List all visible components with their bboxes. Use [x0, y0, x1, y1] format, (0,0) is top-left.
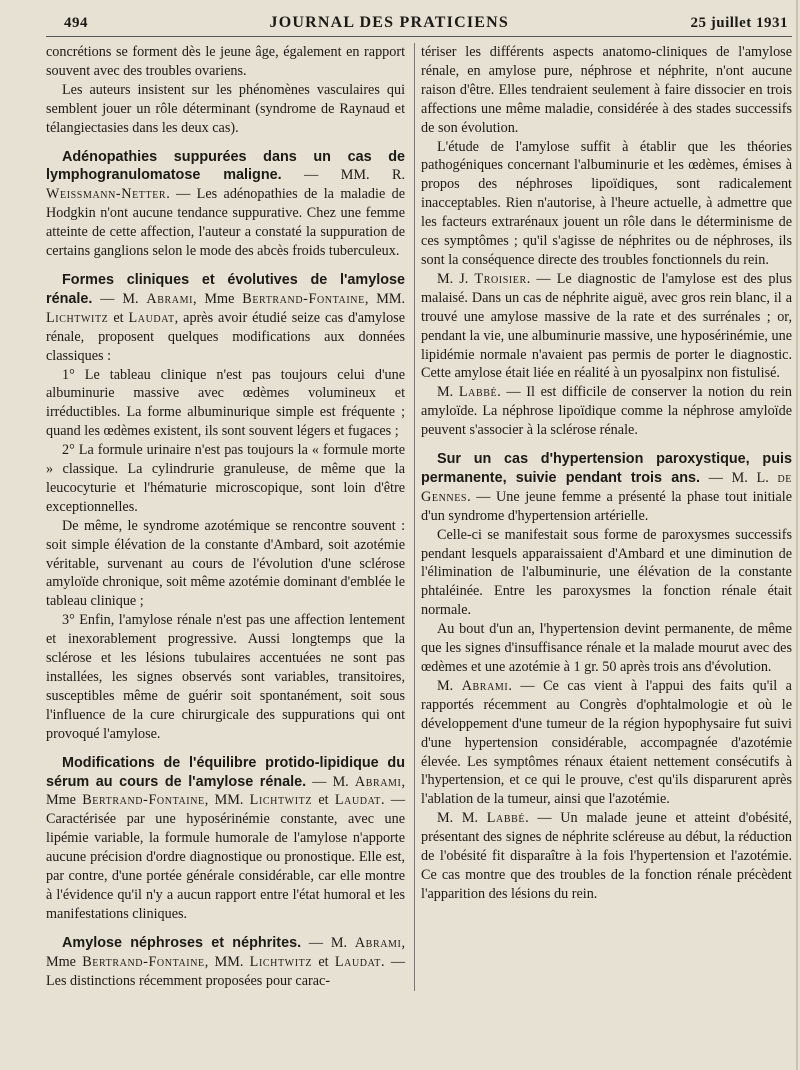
paragraph: Au bout d'un an, l'hypertension devint permanente, de même que les signes d'insuffisance rénale et la malade mourut avec des œdèmes et une azotémie à 1 gr. 50 après trois ans d'évolution. [421, 621, 792, 675]
author-name: Abrami [146, 290, 194, 307]
section-text: , après avoir étudié seize cas d'amylose rénale, proposent quelques modifications aux données classiques : [46, 309, 406, 364]
section-title: Sur un cas d'hypertension paroxystique, puis permanente, suivie pendant trois ans. [421, 451, 792, 486]
section-adenopathies [46, 148, 405, 261]
author-text: et [108, 309, 129, 326]
paragraph: Les auteurs insistent sur les phénomènes vasculaires qui semblent jouer un rôle déterminant (syndrome de Raynaud et télangiectasies dans les deux cas). [46, 81, 406, 136]
page-edge-shadow [796, 0, 798, 1070]
author-text: , Mme [46, 934, 406, 970]
author-name: Laudat [128, 309, 175, 326]
article-columns [46, 43, 792, 991]
author-name: Weissmann-Netter [46, 186, 167, 203]
author-text: — M. [301, 934, 355, 951]
paragraph: 3° Enfin, l'amylose rénale n'est pas une affection lentement et inexorablement progressive. Aussi longtemps que la sclérose et les lésions tubulaires accentuées ne sont pas installées, les signes observés sont variables, transitoires, susceptibles même de guérir soit spontanément, soit sous l'influence de la cure chirurgicale des suppurations qui ont provoqué l'amylose. [46, 612, 406, 742]
author-text: , Mme [46, 773, 406, 809]
column-rule [414, 43, 415, 991]
author-text: , Mme [193, 290, 243, 307]
author-text: M. J. [437, 270, 475, 287]
author-name: Labbé [486, 810, 526, 827]
paragraph: tériser les différents aspects anatomo-cliniques de l'amylose rénale, en amylose pure, néphrose et néphrite, n'ont aucune raison d'être. Elles tendraient seulement à faire dissocier en trois affections une même maladie, considérée à des stades successifs de son évolution. [421, 44, 792, 136]
paragraph-text: . — Il est difficile de conserver la notion du rein amyloïde. La néphrose lipoïdique comme la néphrose amyloïde peuvent s'associer à la sclérose rénale. [421, 384, 792, 439]
right-column [421, 43, 792, 991]
author-name: Abrami [461, 677, 509, 694]
section-text: . — Une jeune femme a présenté la phase tout initiale d'un syndrome d'hypertension artérielle. [421, 488, 792, 524]
author-name: Abrami [354, 934, 402, 951]
paragraph-text: . — Le diagnostic de l'amylose est des plus malaisé. Dans un cas de néphrite aiguë, avec gros rein blanc, il a trouvé une amylose massive de la rate et des surrénales ; or, pendant la vie, une albuminurie massive, une hyposérinémie, une lipidémie normale n'avaient pas permis de porter le diagnostic. Cette amylose était liée en réalité à un pyosalpinx non fistulisé. [421, 270, 792, 382]
section-text: . — Les adénopathies de la maladie de Hodgkin n'ont aucune tendance suppurative. Chez une femme atteinte de cette affection, l'auteur a constaté la suppuration de certains ganglions selon le mode des abcès froids tuberculeux. [46, 186, 406, 260]
paragraph: 2° La formule urinaire n'est pas toujours la « formule morte » classique. La cylindrurie granuleuse, de même que la leucocyturie et l'hématurie microscopique, sont loin d'être exceptionnelles. [46, 442, 406, 515]
author-text: — M. [306, 773, 355, 790]
author-text: M. [437, 384, 459, 401]
author-name: Labbé [458, 384, 498, 401]
journal-title: JOURNAL DES PRATICIENS [269, 14, 509, 31]
page-number: 494 [64, 15, 88, 31]
paragraph-labbe-2 [421, 809, 792, 904]
paragraph-text: . — Ce cas vient à l'appui des faits qu'il a rapportés récemment au Congrès d'ophtalmologie et où le développement d'une tumeur de la région hypophysaire fut suivi d'une hypertension considérable, accompagnée d'azotémie élevée. Les symptômes rénaux étaient nettement consécutifs à l'hypertension, et ce qui le prouve, c'est qu'ils disparurent après l'ablation de la tumeur, ainsi que l'azotémie. [421, 677, 792, 808]
author-text: , MM. [204, 953, 250, 970]
section-hypertension [421, 450, 792, 526]
author-text: , MM. [204, 792, 250, 809]
section-title: Modifications de l'équilibre protido-lipidique du sérum au cours de l'amylose rénale. [46, 754, 406, 790]
paragraph-abrami [421, 677, 792, 809]
section-amylose-formes [46, 271, 405, 366]
author-name: Abrami [354, 773, 402, 790]
paragraph: De même, le syndrome azotémique se rencontre souvent : soit simple élévation de la constante d'Ambard, soit azotémie véritable, survenant au cours de l'évolution d'une sclérose amyloïde chronique, soit même azotémie dominant d'emblée le tableau clinique ; [46, 517, 406, 610]
section-text: . — Caractérisée par une hyposérinémie constante, avec une lipémie variable, la formule humorale de l'amylose n'apporte aucune précision d'ordre diagnostique ou pronostique. Elle est, par contre, d'une portée générale considérable, car elle montre à l'évidence qu'il n'y a aucun rapport entre l'état humoral et les manifestations cliniques. [46, 792, 406, 922]
author-name: Laudat [334, 953, 382, 970]
author-name: Lichtwitz [46, 309, 109, 326]
author-name: Bertrand-Fontaine [82, 953, 205, 970]
author-text: et [312, 792, 335, 809]
author-text: — MM. R. [281, 167, 406, 184]
section-title: Amylose néphroses et néphrites. [62, 934, 302, 951]
issue-date: 25 juillet 1931 [690, 15, 788, 31]
author-name: Lichtwitz [249, 953, 313, 970]
author-name: Bertrand-Fontaine [242, 290, 365, 307]
section-text: . — Les distinctions récemment proposées pour carac- [46, 953, 406, 989]
paragraph-labbe [421, 383, 792, 440]
author-text: et [312, 953, 335, 970]
page-header [46, 14, 792, 37]
paragraph: L'étude de l'amylose suffit à établir que les théories pathogéniques concernant l'albuminurie et les œdèmes, émises à propos des néphroses lipoïdiques, sont radicalement inacceptables. Rien n'autorise, à l'heure actuelle, à admettre que les facteurs extrarénaux jouent un rôle dans le déterminisme de ces symptômes ; qu'il s'agisse de néphrites ou de néphroses, ils sont la conséquence directe des troubles fonctionnels du rein. [421, 138, 792, 268]
author-text: — M. L. [700, 469, 778, 486]
section-amylose-nephroses [46, 934, 405, 991]
author-name: Troisier [474, 270, 527, 287]
paragraph: Celle-ci se manifestait sous forme de paroxysmes successifs pendant lesquels apparaissaient d'Ambard et une diminution de l'élimination de l'albuminurie, une élévation de la constante phtaléinée. Entre les paroxysmes la fonction rénale était normale. [421, 526, 792, 619]
paragraph-text: . — Un malade jeune et atteint d'obésité, présentant des signes de néphrite scléreuse au début, la réduction de l'obésité fit disparaître à la fois l'hypertension et l'azotémie. Ce cas montre que des troubles de la fonction rénale précèdent l'apparition des lésions du rein. [421, 810, 792, 902]
author-name: Bertrand-Fontaine [82, 792, 205, 809]
author-text: M. M. [437, 810, 487, 827]
left-column [46, 43, 405, 991]
author-text: — M. [92, 290, 147, 307]
section-title: Formes cliniques et évolutives de l'amylose rénale. [46, 271, 406, 307]
paragraph-troisier [421, 270, 792, 383]
author-text: M. [437, 677, 462, 694]
author-name: Laudat [334, 792, 382, 809]
author-text: , MM. [364, 290, 406, 307]
section-title: Adénopathies suppurées dans un cas de lymphogranulomatose maligne. [46, 148, 406, 184]
author-name: Lichtwitz [249, 792, 313, 809]
paragraph: concrétions se forment dès le jeune âge, également en rapport souvent avec des troubles ovariens. [46, 44, 406, 79]
paragraph: 1° Le tableau clinique n'est pas toujours celui d'une albuminurie massive avec œdèmes volumineux et irréductibles. La forme albuminurique simple est fréquente ; quand les œdèmes existent, ils sont souvent légers et fugaces ; [46, 366, 406, 440]
author-name: de Gennes [421, 469, 792, 505]
section-equilibre-protido-lipidique [46, 754, 405, 924]
